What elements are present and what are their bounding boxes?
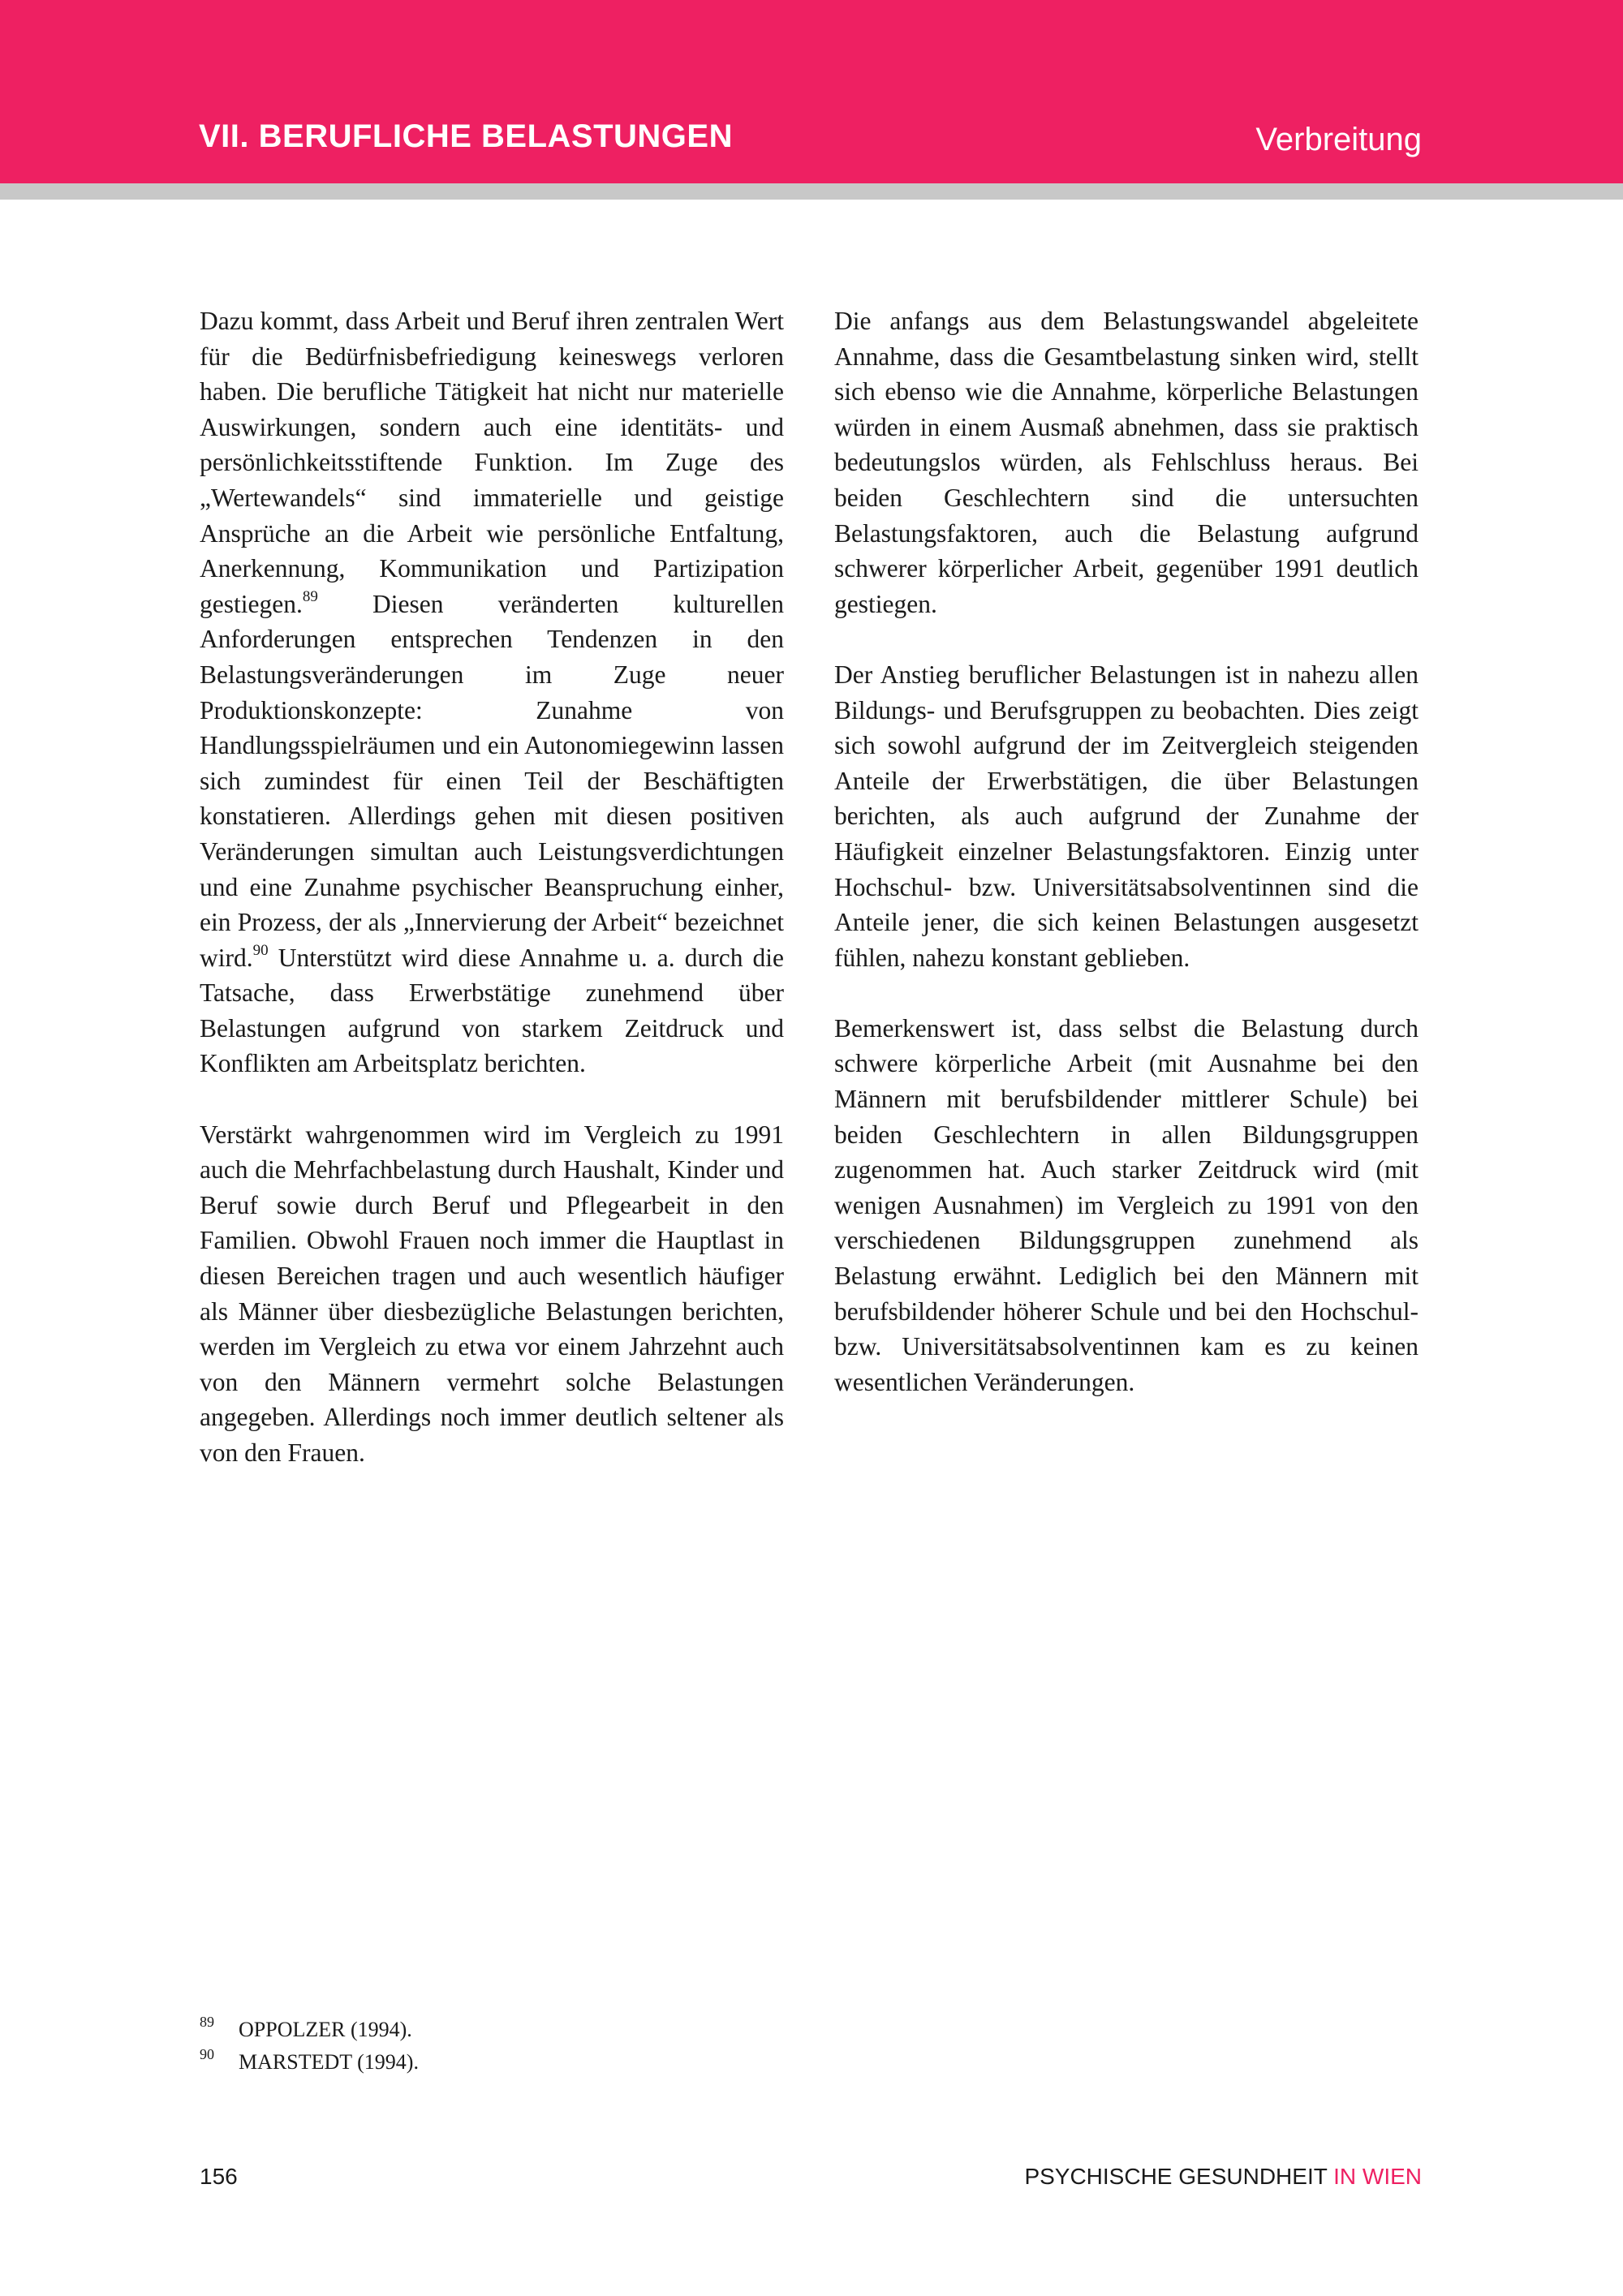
publication-title-accent: IN WIEN (1333, 2164, 1422, 2189)
header-rule (0, 183, 1623, 200)
paragraph: Bemerkenswert ist, dass selbst die Belastung durch schwere körperliche Arbeit (mit Ausnahme bei den Männern mit berufsbildender mittlerer Schule) bei beiden Geschlechtern in allen Bildungsgruppen zugenommen hat. Auch starker Zeitdruck wird (mit wenigen Ausnahmen) im Vergleich zu 1991 von den verschiedenen Bildungsgruppen zunehmend als Belastung erwähnt. Lediglich bei den Männern mit berufsbildender höherer Schule und bei den Hochschul- bzw. Universitätsabsolventinnen kam es zu keinen wesentlichen Veränderungen. (834, 1013, 1419, 1396)
page-number: 156 (200, 2164, 238, 2189)
footnotes (200, 2014, 419, 2079)
footnote (200, 2014, 419, 2046)
paragraph-text: Diesen veränderten kulturellen Anforderungen entsprechen Tendenzen in den Belastungsveränderungen im Zuge neuer Produktionskonzepte: Zunahme von Handlungsspielräumen und ein Autonomiegewinn lassen sich zumindest für einen Teil der Beschäftigten konstatieren. Allerdings gehen mit diesen positiven Veränderungen simultan auch Leistungsverdichtungen und eine Zunahme psychischer Beanspruchung einher, ein Prozess, der als „Innervierung der Arbeit“ bezeichnet wird. (200, 589, 784, 972)
left-column (200, 303, 784, 1471)
footnote-number: 89 (200, 2014, 214, 2030)
footnote-ref: 90 (252, 942, 269, 960)
paragraph: Der Anstieg beruflicher Belastungen ist in nahezu allen Bildungs- und Berufsgruppen zu beobachten. Dies zeigt sich sowohl aufgrund der im Zeitvergleich steigenden Anteile der Erwerbstätigen, die über Belastungen berichten, als auch aufgrund der Zunahme der Häufigkeit einzelner Belastungsfaktoren. Einzig unter Hochschul- bzw. Universitätsabsolventinnen sind die Anteile jener, die sich keinen Belastungen ausgesetzt fühlen, nahezu konstant geblieben. (834, 660, 1419, 972)
footnote-number: 90 (200, 2046, 214, 2062)
paragraph-text: Dazu kommt, dass Arbeit und Beruf ihren zentralen Wert für die Bedürfnisbefriedigung keineswegs verloren haben. Die berufliche Tätigkeit hat nicht nur materielle Auswirkungen, sondern auch eine identitäts- und persönlichkeitsstiftende Funktion. Im Zuge des „Wertewandels“ sind immaterielle und geistige Ansprüche an die Arbeit wie persönliche Entfaltung, Anerkennung, Kommunikation und Partizipation gestiegen. (200, 307, 784, 618)
paragraph (200, 303, 784, 1081)
publication-title-main: PSYCHISCHE GESUNDHEIT (1024, 2164, 1334, 2189)
publication-title (1024, 2165, 1422, 2188)
paragraph-text: Unterstützt wird diese Annahme u. a. durch die Tatsache, dass Erwerbstätige zunehmend über Belastungen aufgrund von starkem Zeitdruck und Konflikten am Arbeitsplatz berichten. (200, 943, 784, 1078)
footnote (200, 2046, 419, 2079)
paragraph: Verstärkt wahrgenommen wird im Vergleich zu 1991 auch die Mehrfachbelastung durch Haushalt, Kinder und Beruf sowie durch Beruf und Pflegearbeit in den Familien. Obwohl Frauen noch immer die Hauptlast in diesen Bereichen tragen und auch wesentlich häufiger als Männer über diesbezügliche Belastungen berichten, werden im Vergleich zu etwa vor einem Jahrzehnt auch von den Männern vermehrt solche Belastungen angegeben. Allerdings noch immer deutlich seltener als von den Frauen. (200, 1120, 784, 1467)
right-column (834, 303, 1419, 1400)
section-title: Verbreitung (1255, 122, 1422, 157)
footnote-text: MARSTEDT (1994). (239, 2050, 419, 2074)
footnote-ref: 89 (302, 588, 318, 606)
chapter-title: VII. BERUFLICHE BELASTUNGEN (199, 118, 733, 154)
footnote-text: OPPOLZER (1994). (239, 2018, 412, 2041)
paragraph: Die anfangs aus dem Belastungswandel abgeleitete Annahme, dass die Gesamtbelastung sinken wird, stellt sich ebenso wie die Annahme, körperliche Belastungen würden in einem Ausmaß abnehmen, dass sie praktisch bedeutungslos würden, als Fehlschluss heraus. Bei beiden Geschlechtern sind die untersuchten Belastungsfaktoren, auch die Belastung aufgrund schwerer körperlicher Arbeit, gegenüber 1991 deutlich gestiegen. (834, 307, 1419, 618)
